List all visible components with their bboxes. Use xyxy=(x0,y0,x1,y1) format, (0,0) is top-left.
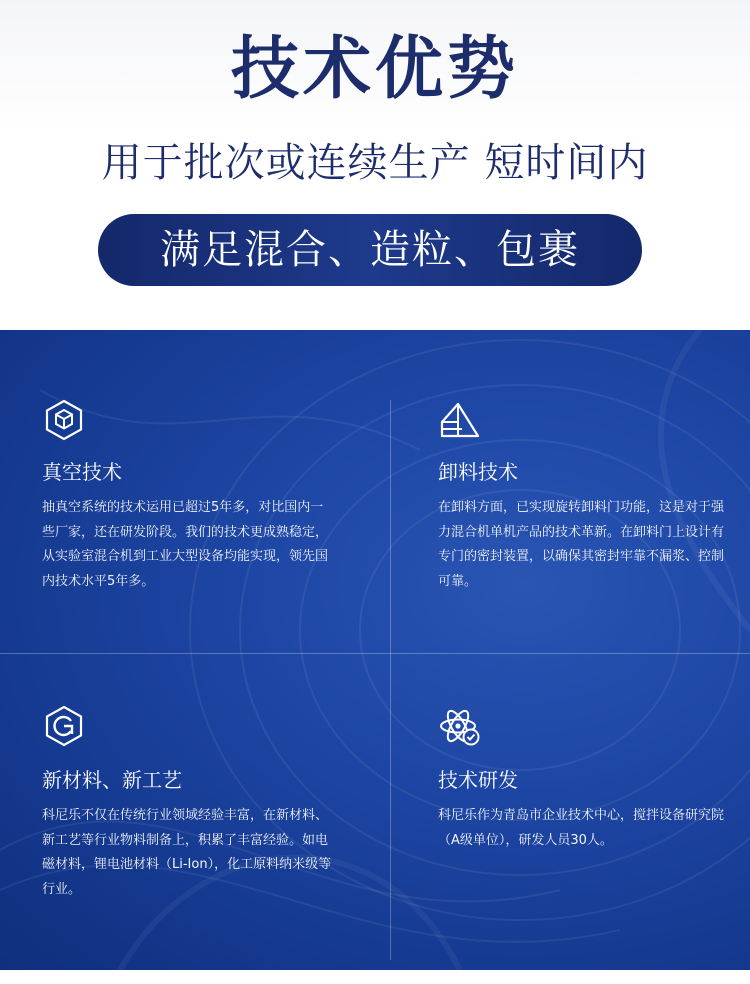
page-subtitle: 用于批次或连续生产 短时间内 xyxy=(101,140,649,186)
header-section xyxy=(0,0,750,330)
material-hexagon-icon xyxy=(42,704,86,748)
features-section xyxy=(0,330,750,970)
feature-description: 在卸料方面，已实现旋转卸料门功能，这是对于强力混合机单机产品的技术革新。在卸料门上设计有专门的密封装置，以确保其密封牢靠不漏浆、控制可靠。 xyxy=(438,500,725,589)
bottom-margin xyxy=(0,970,750,984)
page-title: 技术优势 xyxy=(230,30,519,109)
grid-divider-horizontal xyxy=(0,653,750,654)
grid-divider-vertical xyxy=(390,400,391,960)
feature-description: 科尼乐作为青岛市企业技术中心，搅拌设备研究院（A级单位），研发人员30人。 xyxy=(438,808,725,848)
feature-title: 新材料、新工艺 xyxy=(42,768,182,792)
discharge-triangle-icon xyxy=(438,398,482,442)
feature-title: 卸料技术 xyxy=(438,460,518,484)
highlight-pill-text: 满足混合、造粒、包裹 xyxy=(160,227,580,273)
atom-check-icon xyxy=(438,704,482,748)
feature-description: 科尼乐不仅在传统行业领域经验丰富，在新材料、新工艺等行业物料制备上，积累了丰富经验。如电磁材料，锂电池材料（Li-Ion），化工原料纳米级等行业。 xyxy=(42,808,332,897)
highlight-pill xyxy=(98,214,642,286)
feature-title: 技术研发 xyxy=(438,768,518,792)
feature-description: 抽真空系统的技术运用已超过5年多，对比国内一些厂家，还在研发阶段。我们的技术更成熟稳定，从实验室混合机到工业大型设备均能实现，领先国内技术水平5年多。 xyxy=(42,500,329,589)
cube-hexagon-icon xyxy=(42,398,86,442)
feature-title: 真空技术 xyxy=(42,460,122,484)
